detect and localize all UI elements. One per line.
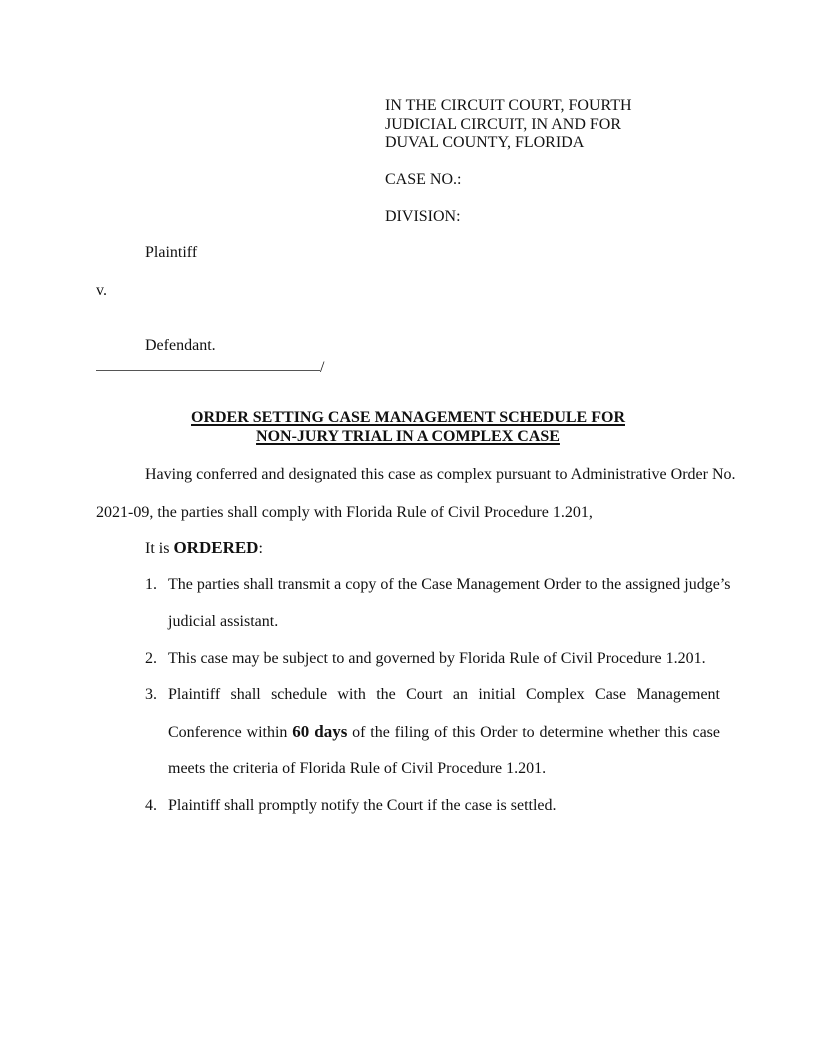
order-title-line-2: NON-JURY TRIAL IN A COMPLEX CASE (256, 428, 560, 445)
ordered-prefix: It is (145, 540, 174, 557)
list-item-number: 4. (145, 797, 157, 814)
intro-paragraph-line-2: 2021-09, the parties shall comply with Florida Rule of Civil Procedure 1.201, (96, 504, 593, 521)
list-item-number: 3. (145, 686, 157, 703)
case-number-label: CASE NO.: (385, 171, 462, 188)
court-header (385, 97, 632, 153)
list-item-1-line-2: judicial assistant. (168, 613, 279, 630)
list-item-4-line-1: Plaintiff shall promptly notify the Court if the case is settled. (168, 797, 557, 814)
court-header-line: IN THE CIRCUIT COURT, FOURTH (385, 97, 632, 114)
ordered-suffix: : (258, 540, 263, 557)
court-header-line: DUVAL COUNTY, FLORIDA (385, 134, 585, 151)
defendant-label: Defendant. (145, 337, 216, 354)
list-item-number: 2. (145, 650, 157, 667)
list-item-3-line-1: Plaintiff shall schedule with the Court an initial Complex Case Management (168, 686, 720, 703)
list-item-2-line-1: This case may be subject to and governed by Florida Rule of Civil Procedure 1.201. (168, 650, 706, 667)
plaintiff-label: Plaintiff (145, 244, 198, 261)
court-header-line: JUDICIAL CIRCUIT, IN AND FOR (385, 115, 621, 133)
list-item-number: 1. (145, 576, 157, 593)
order-title (96, 408, 720, 446)
list-item-3-line-2 (168, 723, 720, 742)
list-item-3-line-2-suffix: of the filing of this Order to determine whether this case (347, 724, 720, 741)
caption-divider-line (96, 370, 320, 371)
division-label: DIVISION: (385, 208, 461, 225)
list-item-3-line-2-prefix: Conference within (168, 724, 293, 741)
sixty-days-emphasis: 60 days (292, 722, 348, 741)
list-item-1-line-1: The parties shall transmit a copy of the Case Management Order to the assigned judge’s (168, 576, 731, 593)
caption-slash: / (320, 359, 325, 376)
intro-paragraph-line-1: Having conferred and designated this case as complex pursuant to Administrative Order No. (145, 466, 736, 483)
order-title-line-1: ORDER SETTING CASE MANAGEMENT SCHEDULE FOR (191, 409, 625, 426)
ordered-statement (145, 539, 263, 558)
ordered-bold: ORDERED (173, 538, 259, 557)
list-item-3-line-3: meets the criteria of Florida Rule of Civil Procedure 1.201. (168, 760, 547, 777)
versus-label: v. (96, 282, 107, 299)
